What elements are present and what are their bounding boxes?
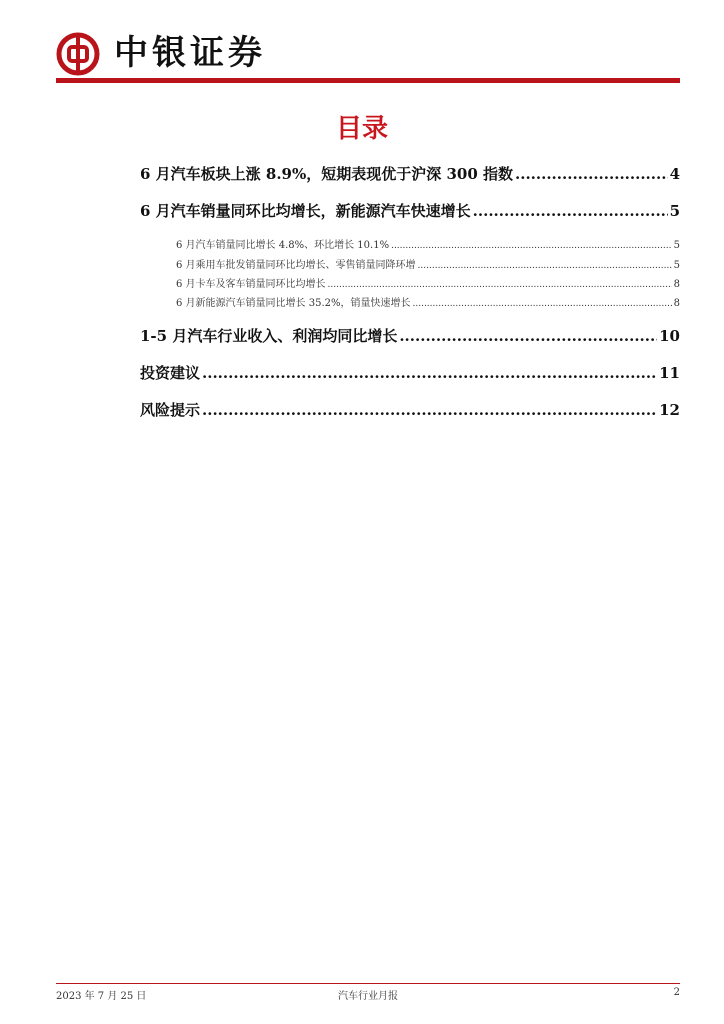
toc-subentry[interactable]	[176, 294, 680, 309]
toc-leader	[473, 202, 668, 220]
toc-entry[interactable]	[140, 200, 680, 221]
toc-entry-text: 6 月新能源汽车销量同比增长 35.2%，销量快速增长	[176, 298, 411, 309]
brand-name: 中银证券	[114, 33, 266, 73]
footer-date: 2023 年 7 月 25 日	[56, 991, 147, 1002]
bank-of-china-logo-icon	[56, 32, 100, 76]
toc-subentry[interactable]	[176, 256, 680, 271]
toc-leader	[399, 327, 657, 345]
toc-entry-page: 12	[659, 401, 680, 419]
toc-entry-page: 11	[659, 364, 680, 382]
toc-leader	[418, 260, 672, 271]
toc-entry-page: 8	[673, 298, 680, 309]
toc-leader	[413, 298, 672, 309]
footer-divider	[56, 983, 680, 984]
toc-leader	[515, 165, 668, 183]
toc-entry-page: 10	[659, 327, 680, 345]
toc-entry[interactable]	[140, 163, 680, 184]
toc-entry-page: 8	[673, 279, 680, 290]
toc-entry-page: 4	[669, 165, 680, 183]
toc-entry-text: 1-5 月汽车行业收入、利润均同比增长	[140, 327, 398, 345]
toc-entry-text: 6 月汽车板块上涨 8.9%，短期表现优于沪深 300 指数	[140, 165, 513, 183]
toc-entry-text: 6 月汽车销量同环比均增长，新能源汽车快速增长	[140, 202, 471, 220]
toc-leader	[202, 401, 657, 419]
toc-entry[interactable]	[140, 399, 680, 420]
toc-leader	[391, 240, 672, 251]
toc-entry-text: 投资建议	[140, 364, 201, 382]
page-title: 目录	[335, 114, 388, 144]
toc-subentry[interactable]	[176, 236, 680, 251]
toc-entry-text: 风险提示	[140, 401, 201, 419]
toc-entry[interactable]	[140, 325, 680, 346]
toc-leader	[202, 364, 657, 382]
toc-subentry[interactable]	[176, 275, 680, 290]
toc-entry-page: 5	[669, 202, 680, 220]
toc-entry-page: 5	[673, 240, 680, 251]
toc-entry-text: 6 月卡车及客车销量同环比均增长	[176, 279, 326, 290]
page-footer	[56, 987, 680, 1003]
toc-entry-page: 5	[673, 260, 680, 271]
header-divider	[56, 78, 680, 83]
toc-entry-text: 6 月乘用车批发销量同环比均增长、零售销量同降环增	[176, 260, 416, 271]
footer-report-name: 汽车行业月报	[338, 991, 398, 1002]
toc-entry-text: 6 月汽车销量同比增长 4.8%、环比增长 10.1%	[176, 240, 390, 251]
footer-page-number: 2	[673, 987, 680, 998]
toc-leader	[328, 279, 672, 290]
toc-entry[interactable]	[140, 362, 680, 383]
